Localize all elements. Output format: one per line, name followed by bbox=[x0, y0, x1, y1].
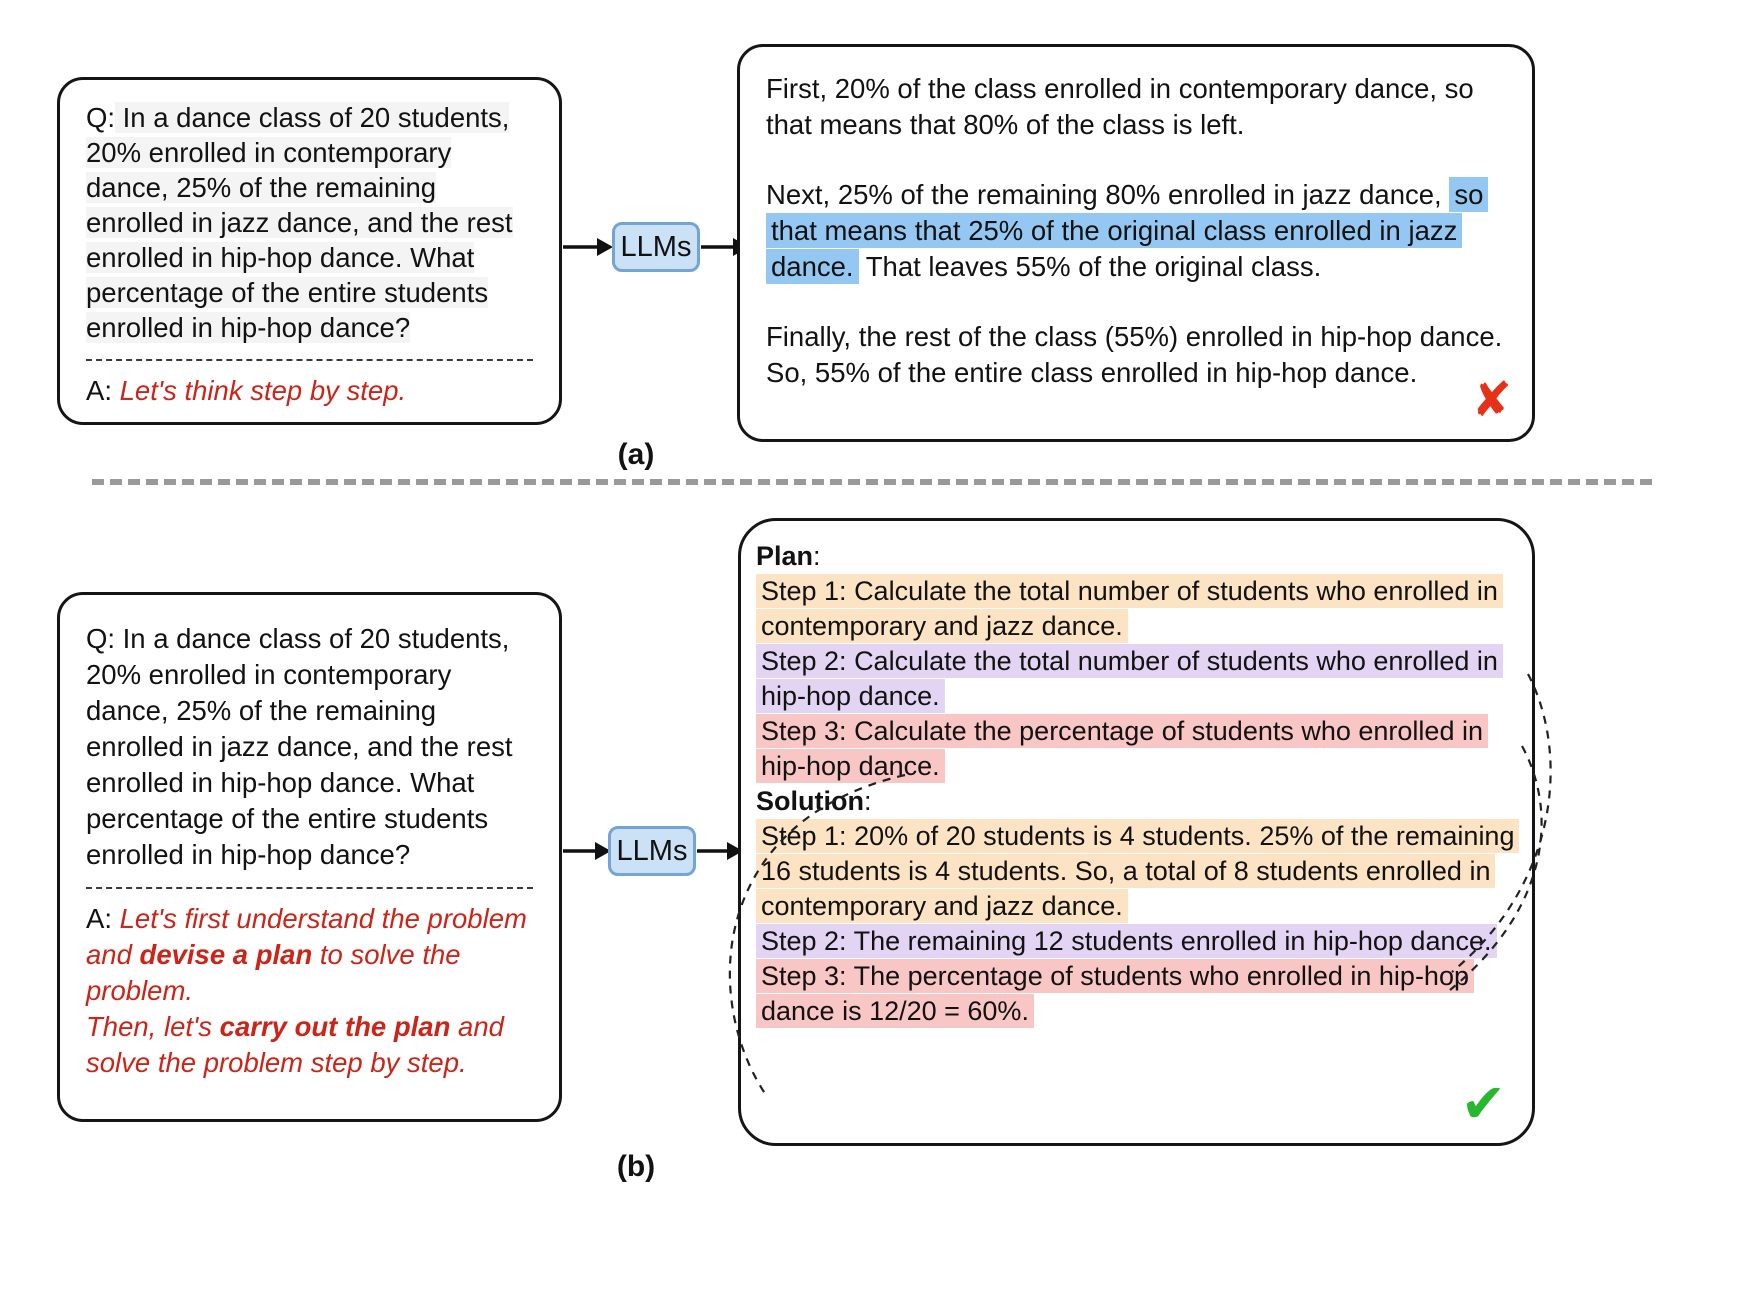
response-text: That leaves 55% of the original class. bbox=[858, 251, 1322, 282]
question-label: Q: bbox=[86, 102, 116, 133]
plan-step-1 bbox=[756, 574, 1517, 644]
solution-step-3 bbox=[756, 959, 1517, 1029]
plan-step-3-text: Step 3: Calculate the percentage of students who enrolled in hip-hop dance. bbox=[756, 714, 1488, 783]
response-text: Next, 25% of the remaining 80% enrolled in jazz dance, bbox=[766, 179, 1450, 210]
llm-box-b bbox=[608, 826, 696, 876]
answer-trigger-paragraph bbox=[86, 373, 533, 408]
cot-trigger-phrase: Let's think step by step. bbox=[111, 375, 407, 406]
dashed-separator bbox=[86, 887, 533, 889]
plan-heading-word: Plan bbox=[756, 541, 814, 571]
arrow-right-icon bbox=[563, 233, 613, 261]
llm-box-a bbox=[612, 222, 700, 272]
plan-and-solve-response-box bbox=[738, 518, 1535, 1146]
calculation-error-highlight: so that means that 25% of the original class enrolled in jazz dance. bbox=[766, 177, 1488, 284]
zero-shot-cot-response-box bbox=[737, 44, 1535, 442]
ps-trigger-phrase: to solve the problem. bbox=[86, 939, 461, 1006]
solution-step-3-text: Step 3: The percentage of students who enrolled in hip-hop dance is 12/20 = 60%. bbox=[756, 959, 1474, 1028]
llm-label: LLMs bbox=[616, 834, 688, 867]
dashed-separator bbox=[86, 359, 533, 361]
solution-heading bbox=[756, 784, 1517, 819]
answer-label: A: bbox=[86, 375, 112, 406]
question-text: In a dance class of 20 students, 20% enrolled in contemporary dance, 25% of the remaining enrolled in jazz dance, and the rest enrolled in hip-hop dance. What percentage of the entire students enrolled in hip-hop dance? bbox=[86, 623, 513, 870]
ps-trigger-phrase: and solve the problem step by step. bbox=[86, 1011, 504, 1078]
response-paragraph-1: First, 20% of the class enrolled in contemporary dance, so that means that 80% of the class is left. bbox=[766, 73, 1474, 140]
devise-plan-phrase: devise a plan bbox=[139, 939, 313, 970]
ps-trigger-phrase: Let's first understand the problem and bbox=[86, 903, 527, 970]
response-paragraph-3: Finally, the rest of the class (55%) enrolled in hip-hop dance. So, 55% of the entire class enrolled in hip-hop dance. bbox=[766, 321, 1503, 388]
plan-step-1-text: Step 1: Calculate the total number of students who enrolled in contemporary and jazz dance. bbox=[756, 574, 1503, 643]
question-paragraph bbox=[86, 100, 533, 345]
answer-trigger-paragraph-2 bbox=[86, 1009, 533, 1081]
question-label: Q: bbox=[86, 623, 116, 654]
panel-b-caption: (b) bbox=[616, 1150, 656, 1183]
correct-answer-icon: ✔ bbox=[1460, 1074, 1506, 1134]
solution-heading-colon: : bbox=[863, 786, 872, 816]
plan-heading-colon: : bbox=[813, 541, 821, 571]
response-paragraph-2 bbox=[766, 177, 1506, 285]
section-divider bbox=[92, 479, 1652, 485]
arrow-right-icon bbox=[563, 837, 611, 865]
plan-step-3 bbox=[756, 714, 1517, 784]
solution-step-1-text: Step 1: 20% of 20 students is 4 students. 25% of the remaining 16 students is 4 students. So, a total of 8 students enrolled in contemporary and jazz dance. bbox=[756, 819, 1519, 923]
plan-and-solve-prompt-box bbox=[57, 592, 562, 1122]
plan-step-2-text: Step 2: Calculate the total number of students who enrolled in hip-hop dance. bbox=[756, 644, 1503, 713]
wrong-answer-icon: ✘ bbox=[1471, 374, 1512, 427]
panel-a-caption: (a) bbox=[617, 438, 655, 471]
plan-heading bbox=[756, 539, 1517, 574]
solution-heading-word: Solution bbox=[756, 786, 864, 816]
plan-step-2 bbox=[756, 644, 1517, 714]
ps-trigger-phrase: Then, let's bbox=[86, 1011, 220, 1042]
solution-step-1 bbox=[756, 819, 1517, 924]
solution-step-2-text: Step 2: The remaining 12 students enrolled in hip-hop dance. bbox=[756, 924, 1497, 958]
carry-out-plan-phrase: carry out the plan bbox=[219, 1011, 451, 1042]
question-paragraph bbox=[86, 621, 533, 873]
answer-trigger-paragraph bbox=[86, 901, 533, 1009]
question-text: In a dance class of 20 students, 20% enrolled in contemporary dance, 25% of the remaining enrolled in jazz dance, and the rest enrolled in hip-hop dance. What percentage of the entire students enrolled in hip-hop dance? bbox=[86, 102, 513, 343]
answer-label: A: bbox=[86, 903, 112, 934]
zero-shot-cot-prompt-box bbox=[57, 77, 562, 425]
arrow-right-icon bbox=[697, 837, 743, 865]
llm-label: LLMs bbox=[620, 230, 692, 263]
solution-step-2 bbox=[756, 924, 1517, 959]
